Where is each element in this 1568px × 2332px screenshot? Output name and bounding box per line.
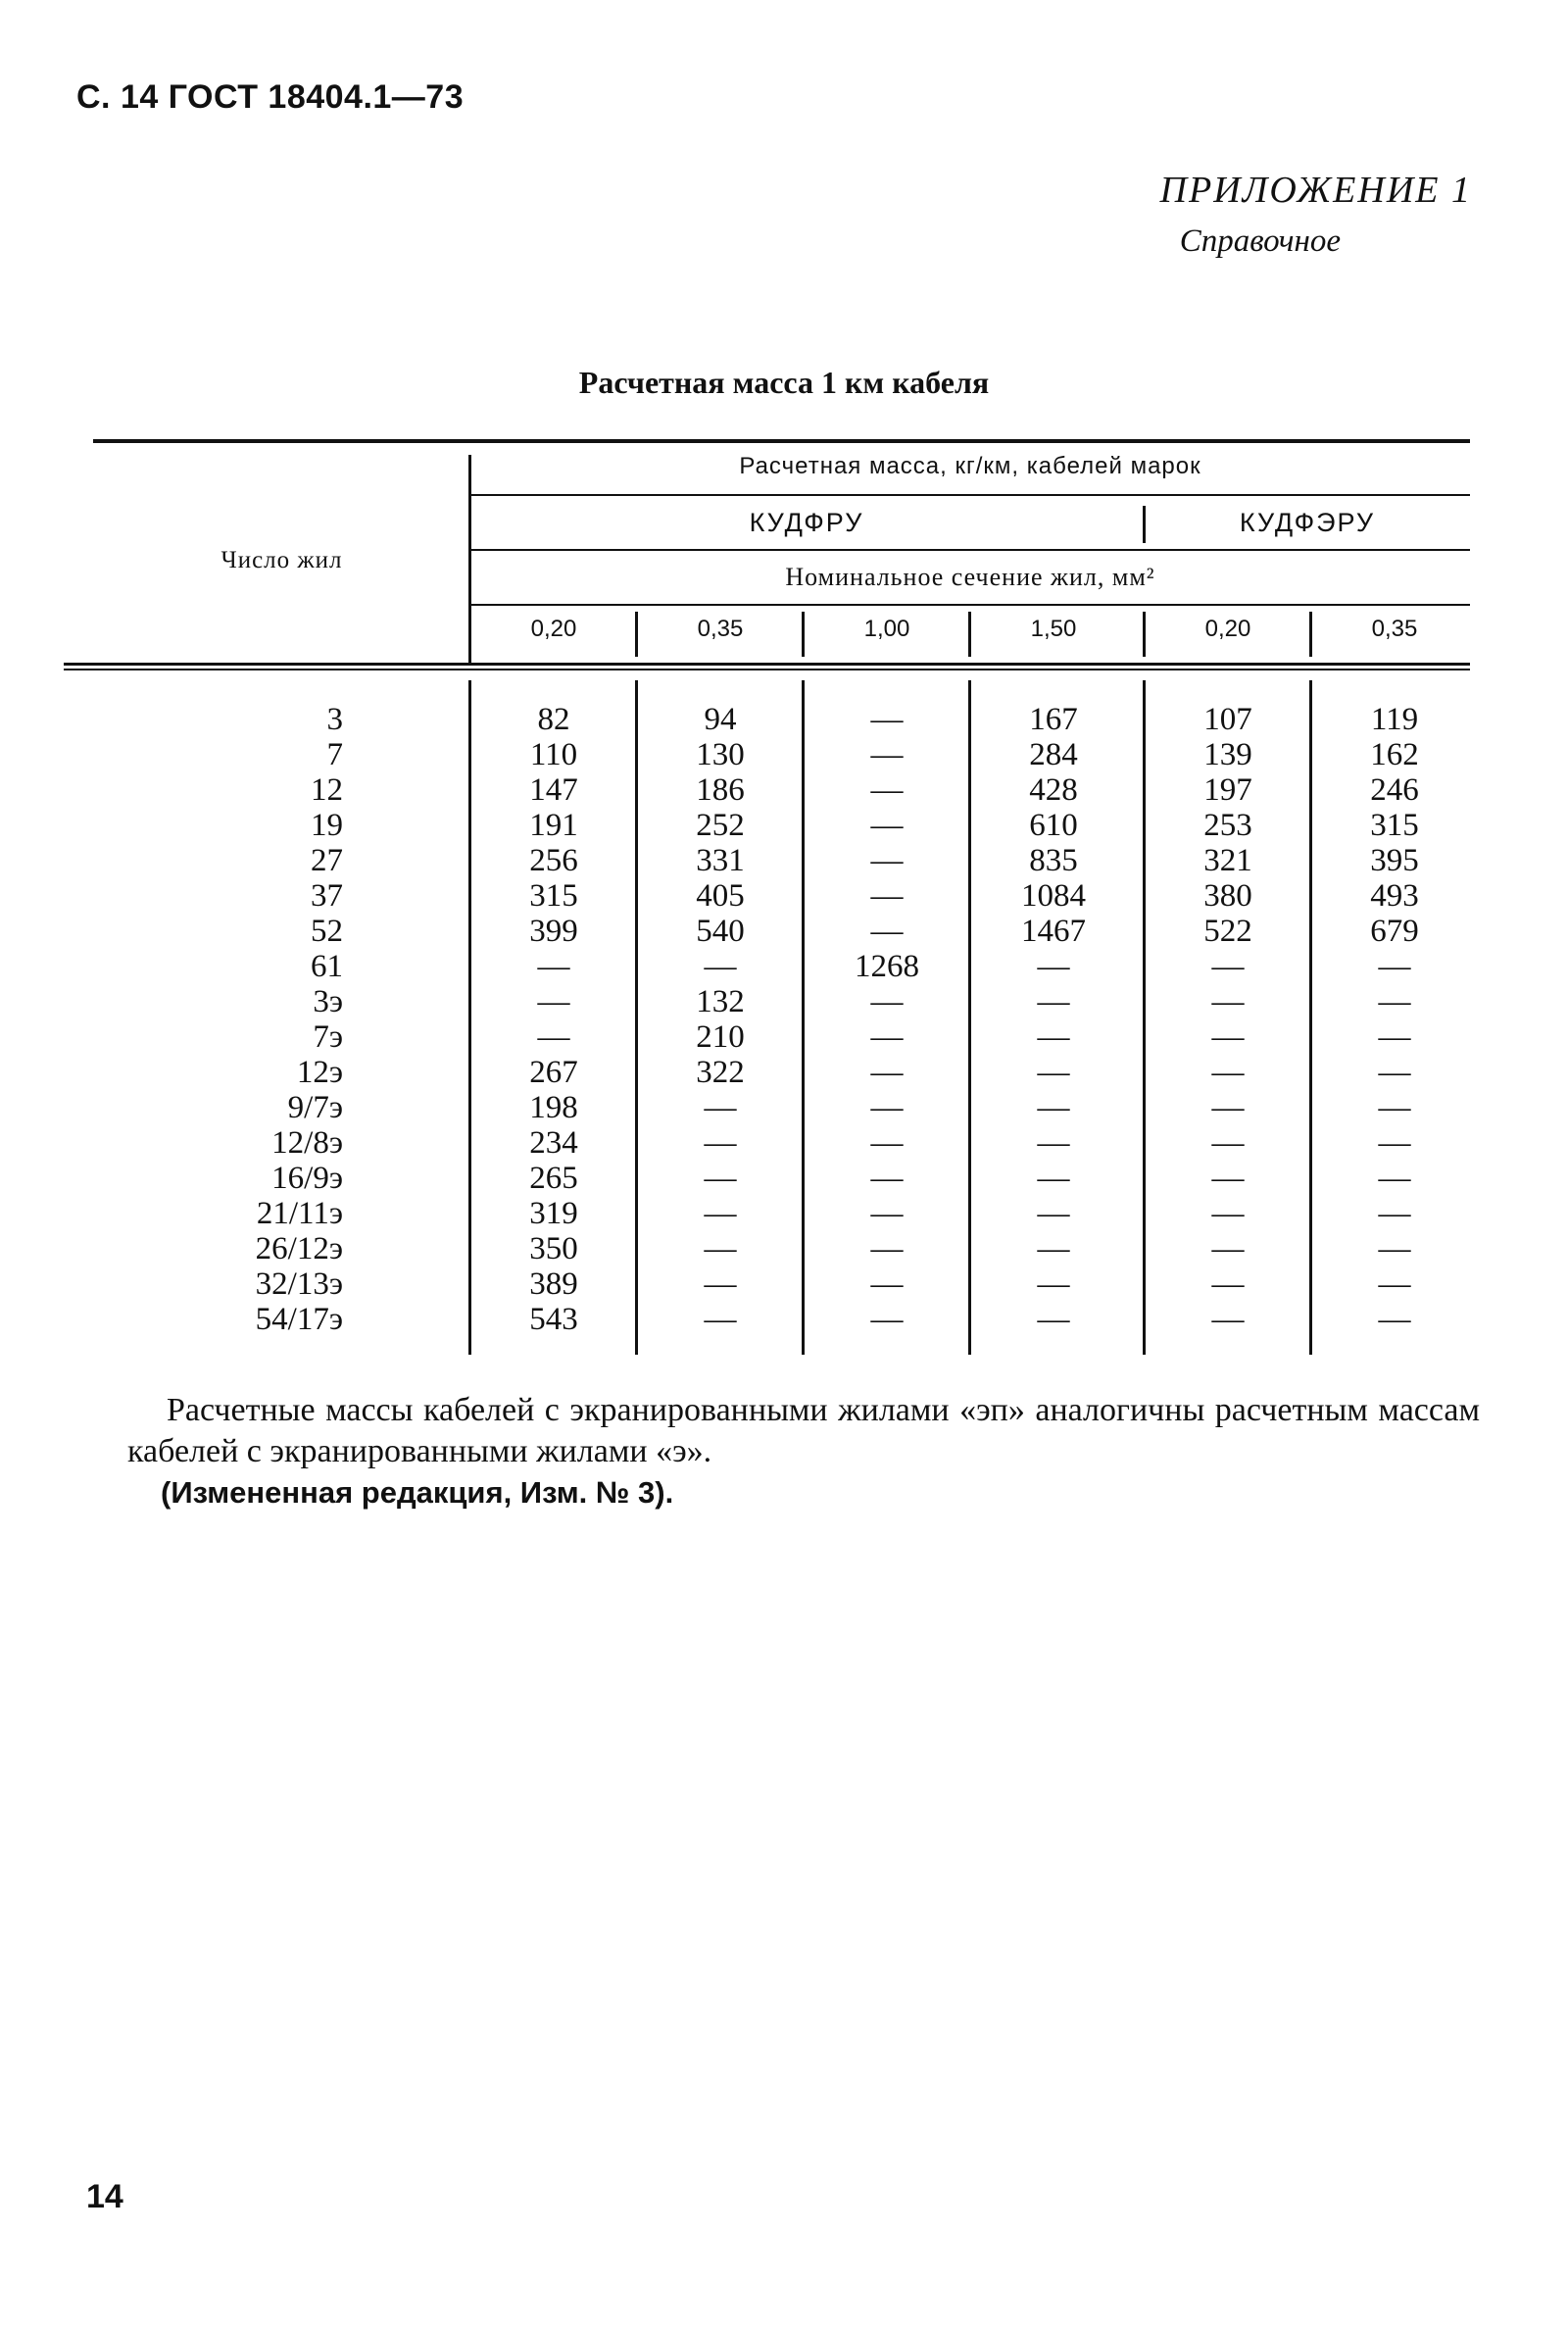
cell: — bbox=[1037, 984, 1070, 1019]
cell: 130 bbox=[696, 737, 745, 772]
cell: — bbox=[870, 1055, 904, 1090]
cell: — bbox=[704, 1196, 737, 1231]
cell: 350 bbox=[529, 1231, 578, 1266]
cell: — bbox=[537, 984, 570, 1019]
cell: 493 bbox=[1370, 878, 1419, 914]
table-row bbox=[93, 1196, 1470, 1231]
cell: — bbox=[1037, 1161, 1070, 1196]
row-label: 3 bbox=[326, 702, 343, 737]
cell: 162 bbox=[1370, 737, 1419, 772]
cell: — bbox=[870, 914, 904, 949]
row-label: 16/9э bbox=[271, 1161, 343, 1196]
cell: — bbox=[704, 949, 737, 984]
cell: — bbox=[870, 737, 904, 772]
section-1-00: 1,00 bbox=[863, 616, 910, 642]
cell: 1467 bbox=[1021, 914, 1086, 949]
cell: 331 bbox=[696, 843, 745, 878]
cell: — bbox=[1037, 949, 1070, 984]
cell: — bbox=[704, 1090, 737, 1125]
cell: 322 bbox=[696, 1055, 745, 1090]
row-label: 12/8э bbox=[271, 1125, 343, 1161]
table-row bbox=[93, 878, 1470, 914]
row-label: 19 bbox=[311, 808, 343, 843]
page-number: 14 bbox=[86, 2178, 123, 2215]
cell: — bbox=[1211, 1196, 1245, 1231]
cell: 315 bbox=[529, 878, 578, 914]
row-label: 21/11э bbox=[256, 1196, 343, 1231]
cell: 132 bbox=[696, 984, 745, 1019]
table-row bbox=[93, 1231, 1470, 1266]
cell: — bbox=[870, 843, 904, 878]
row-label: 52 bbox=[311, 914, 343, 949]
cell: — bbox=[1037, 1055, 1070, 1090]
table-row bbox=[93, 984, 1470, 1019]
cell: 284 bbox=[1029, 737, 1078, 772]
row-label: 7 bbox=[326, 737, 343, 772]
cell: — bbox=[1037, 1125, 1070, 1161]
cell: — bbox=[1378, 949, 1411, 984]
row-label: 32/13э bbox=[255, 1266, 343, 1302]
rule-under-mass-header bbox=[470, 494, 1470, 496]
appendix-title: ПРИЛОЖЕНИЕ 1 bbox=[1159, 170, 1472, 211]
table-row bbox=[93, 1125, 1470, 1161]
table-row bbox=[93, 737, 1470, 772]
section-0-20-a: 0,20 bbox=[530, 616, 577, 642]
cell: — bbox=[704, 1161, 737, 1196]
cell: — bbox=[1378, 1266, 1411, 1302]
cell: — bbox=[1037, 1090, 1070, 1125]
cell: 107 bbox=[1203, 702, 1252, 737]
cell: 540 bbox=[696, 914, 745, 949]
cell: — bbox=[870, 1302, 904, 1337]
cell: — bbox=[870, 1196, 904, 1231]
amendment-note: (Измененная редакция, Изм. № 3). bbox=[161, 1475, 674, 1510]
cell: — bbox=[1378, 984, 1411, 1019]
cell: 835 bbox=[1029, 843, 1078, 878]
table-row bbox=[93, 949, 1470, 984]
cell: 94 bbox=[704, 702, 737, 737]
row-label: 61 bbox=[311, 949, 343, 984]
section-header: Номинальное сечение жил, мм² bbox=[785, 563, 1155, 591]
mass-table bbox=[93, 439, 1470, 1363]
cell: — bbox=[1378, 1019, 1411, 1055]
section-0-20-b: 0,20 bbox=[1204, 616, 1251, 642]
row-label: 26/12э bbox=[255, 1231, 343, 1266]
cell: 186 bbox=[696, 772, 745, 808]
cell: — bbox=[870, 702, 904, 737]
cell: — bbox=[870, 1125, 904, 1161]
cell: — bbox=[1378, 1161, 1411, 1196]
cell: 191 bbox=[529, 808, 578, 843]
cell: — bbox=[1211, 1161, 1245, 1196]
cell: 315 bbox=[1370, 808, 1419, 843]
section-1-50: 1,50 bbox=[1030, 616, 1077, 642]
document-reference: С. 14 ГОСТ 18404.1—73 bbox=[76, 78, 465, 116]
row-label: 12 bbox=[311, 772, 343, 808]
table-top-rule bbox=[93, 439, 1470, 443]
cell: — bbox=[704, 1302, 737, 1337]
table-row bbox=[93, 1302, 1470, 1337]
cell: — bbox=[1037, 1231, 1070, 1266]
table-row bbox=[93, 843, 1470, 878]
cell: — bbox=[1037, 1302, 1070, 1337]
cell: 139 bbox=[1203, 737, 1252, 772]
cell: — bbox=[870, 1019, 904, 1055]
mass-header: Расчетная масса, кг/км, кабелей марок bbox=[739, 453, 1201, 479]
rule-under-brands bbox=[470, 549, 1470, 551]
cell: — bbox=[537, 1019, 570, 1055]
brand-kudferu: КУДФЭРУ bbox=[1239, 508, 1376, 537]
cell: 543 bbox=[529, 1302, 578, 1337]
cell: — bbox=[704, 1125, 737, 1161]
cell: — bbox=[537, 949, 570, 984]
column-label-cores: Число жил bbox=[220, 547, 343, 573]
cell: 405 bbox=[696, 878, 745, 914]
cell: 321 bbox=[1203, 843, 1252, 878]
cell: — bbox=[1378, 1302, 1411, 1337]
cell: — bbox=[870, 1161, 904, 1196]
cell: 252 bbox=[696, 808, 745, 843]
section-0-35-b: 0,35 bbox=[1371, 616, 1418, 642]
cell: 82 bbox=[537, 702, 570, 737]
cell: — bbox=[870, 772, 904, 808]
cell: — bbox=[1211, 1302, 1245, 1337]
table-note bbox=[127, 1390, 1480, 1513]
cell: — bbox=[870, 1266, 904, 1302]
cell: — bbox=[704, 1266, 737, 1302]
table-row bbox=[93, 1161, 1470, 1196]
header-bottom-rule-1 bbox=[64, 663, 1470, 666]
cell: — bbox=[1211, 1055, 1245, 1090]
cell: 267 bbox=[529, 1055, 578, 1090]
cell: 1084 bbox=[1021, 878, 1086, 914]
cell: 319 bbox=[529, 1196, 578, 1231]
header-bottom-rule-2 bbox=[64, 669, 1470, 670]
row-label: 9/7э bbox=[287, 1090, 343, 1125]
cell: — bbox=[1211, 984, 1245, 1019]
cell: — bbox=[1211, 1019, 1245, 1055]
cell: 246 bbox=[1370, 772, 1419, 808]
cell: — bbox=[1211, 1266, 1245, 1302]
cell: 522 bbox=[1203, 914, 1252, 949]
cell: 610 bbox=[1029, 808, 1078, 843]
cell: — bbox=[1037, 1019, 1070, 1055]
row-label: 12э bbox=[296, 1055, 343, 1090]
appendix-type: Справочное bbox=[1179, 223, 1341, 259]
cell: 380 bbox=[1203, 878, 1252, 914]
cell: — bbox=[1211, 1090, 1245, 1125]
cell: — bbox=[1378, 1196, 1411, 1231]
table-row bbox=[93, 1266, 1470, 1302]
cell: 256 bbox=[529, 843, 578, 878]
table-row bbox=[93, 1090, 1470, 1125]
cell: 198 bbox=[529, 1090, 578, 1125]
row-label: 27 bbox=[311, 843, 343, 878]
row-label: 54/17э bbox=[255, 1302, 343, 1337]
cell: — bbox=[1378, 1231, 1411, 1266]
note-text: Расчетные массы кабелей с экранированными жилами «эп» аналогичны расчетным массам кабелей с экранированными жилами «э». bbox=[127, 1392, 1480, 1469]
table-row bbox=[93, 914, 1470, 949]
cell: 167 bbox=[1029, 702, 1078, 737]
cell: — bbox=[1211, 1231, 1245, 1266]
cell: — bbox=[870, 808, 904, 843]
brand-kudfru: КУДФРУ bbox=[749, 508, 864, 537]
cell: 399 bbox=[529, 914, 578, 949]
cell: 389 bbox=[529, 1266, 578, 1302]
table-row bbox=[93, 808, 1470, 843]
row-label: 3э bbox=[313, 984, 343, 1019]
cell: — bbox=[870, 1231, 904, 1266]
cell: 119 bbox=[1370, 702, 1419, 737]
cell: — bbox=[1037, 1266, 1070, 1302]
cell: 234 bbox=[529, 1125, 578, 1161]
cell: — bbox=[704, 1231, 737, 1266]
cell: 395 bbox=[1370, 843, 1419, 878]
table-row bbox=[93, 1019, 1470, 1055]
cell: 197 bbox=[1203, 772, 1252, 808]
cell: 1268 bbox=[855, 949, 919, 984]
cell: — bbox=[1378, 1090, 1411, 1125]
table-row bbox=[93, 772, 1470, 808]
cell: — bbox=[1378, 1055, 1411, 1090]
cell: — bbox=[870, 1090, 904, 1125]
table-row bbox=[93, 702, 1470, 737]
cell: 253 bbox=[1203, 808, 1252, 843]
row-label: 7э bbox=[313, 1019, 343, 1055]
cell: — bbox=[1037, 1196, 1070, 1231]
cell: — bbox=[870, 984, 904, 1019]
cell: 110 bbox=[529, 737, 578, 772]
cell: 679 bbox=[1370, 914, 1419, 949]
cell: — bbox=[870, 878, 904, 914]
cell: — bbox=[1378, 1125, 1411, 1161]
cell: 147 bbox=[529, 772, 578, 808]
cell: 265 bbox=[529, 1161, 578, 1196]
rule-under-section-header bbox=[470, 604, 1470, 606]
table-row bbox=[93, 1055, 1470, 1090]
row-label: 37 bbox=[311, 878, 343, 914]
cell: 210 bbox=[696, 1019, 745, 1055]
cell: 428 bbox=[1029, 772, 1078, 808]
cell: — bbox=[1211, 1125, 1245, 1161]
table-title: Расчетная масса 1 км кабеля bbox=[578, 365, 990, 400]
section-0-35-a: 0,35 bbox=[697, 616, 744, 642]
cell: — bbox=[1211, 949, 1245, 984]
